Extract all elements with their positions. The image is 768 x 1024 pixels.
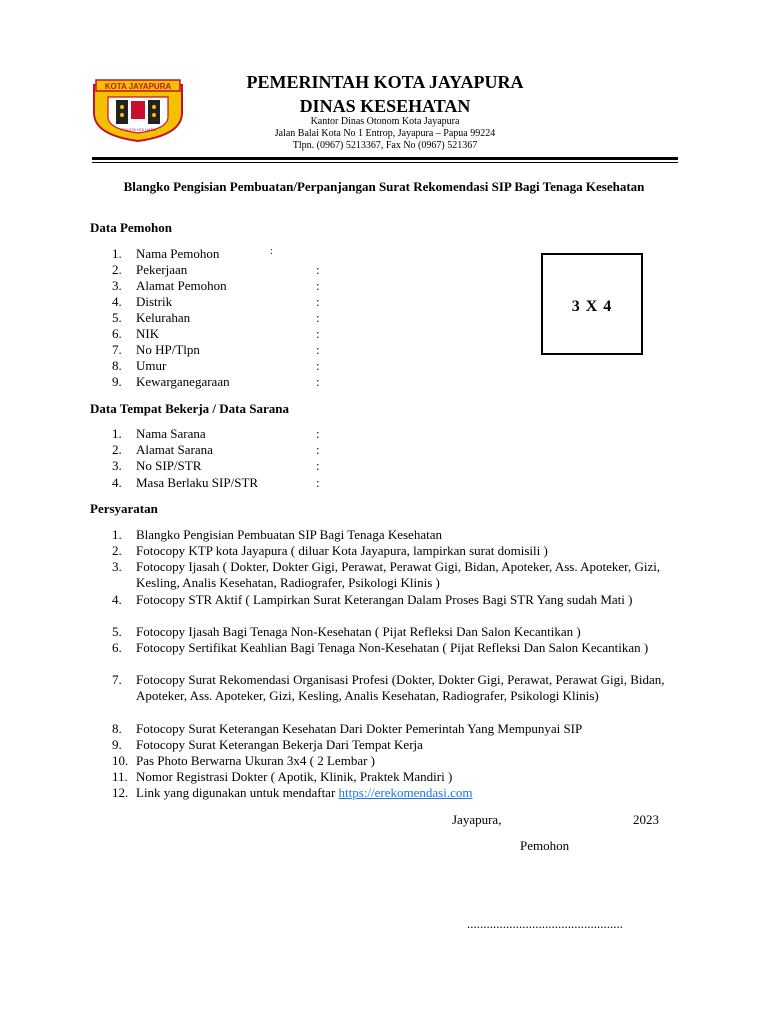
item-number: 10. (112, 753, 129, 768)
pemohon-row (112, 326, 159, 342)
sarana-row (112, 442, 213, 458)
row-colon: : (316, 475, 320, 490)
item-number: 2. (112, 543, 122, 558)
row-number: 4. (112, 475, 122, 490)
item-text: Fotocopy Surat Keterangan Kesehatan Dari Dokter Pemerintah Yang Mempunyai SIP (136, 721, 583, 736)
requirement-item (112, 640, 682, 656)
row-label: No HP/Tlpn (136, 342, 200, 357)
header-rule-thin (92, 162, 678, 163)
row-colon: : (316, 262, 320, 277)
row-label: Masa Berlaku SIP/STR (136, 475, 259, 490)
row-colon: : (316, 342, 320, 357)
pemohon-row (112, 374, 230, 390)
pemohon-row (112, 278, 227, 294)
logo-motto: PRAJITA HOI HARA (119, 127, 157, 132)
city-logo (90, 77, 186, 143)
item-text: Link yang digunakan untuk mendaftar (136, 785, 336, 800)
row-label: Kewarganegaraan (136, 374, 230, 389)
row-number: 9. (112, 374, 122, 389)
item-number: 9. (112, 737, 122, 752)
requirement-item (112, 592, 682, 608)
row-colon: : (316, 294, 320, 309)
item-number: 5. (112, 624, 122, 639)
row-number: 2. (112, 442, 122, 457)
section-data-sarana: Data Tempat Bekerja / Data Sarana (90, 401, 289, 416)
signature-place: Jayapura, (452, 812, 502, 827)
row-label: Pekerjaan (136, 262, 188, 277)
row-label: Distrik (136, 294, 173, 309)
item-text: Fotocopy Ijasah ( Dokter, Dokter Gigi, Perawat, Perawat Gigi, Bidan, Apoteker, Ass. Apoteker, Gizi, Kesling, Analis Kesehatan, Radiografer, Psikologi Klinis ) (136, 559, 661, 590)
sarana-row (112, 426, 206, 442)
item-text: Nomor Registrasi Dokter ( Apotik, Klinik, Praktek Mandiri ) (136, 769, 453, 784)
item-number: 11. (112, 769, 128, 784)
row-number: 6. (112, 326, 122, 341)
requirement-item (112, 543, 682, 559)
signature-line: ................................................ (467, 916, 623, 931)
row-number: 1. (112, 426, 122, 441)
item-text: Fotocopy Sertifikat Keahlian Bagi Tenaga Non-Kesehatan ( Pijat Refleksi Dan Salon Kecantikan ) (136, 640, 649, 655)
item-number: 6. (112, 640, 122, 655)
row-colon: : (316, 374, 320, 389)
row-colon: : (316, 326, 320, 341)
header-line5: Tlpn. (0967) 5213367, Fax No (0967) 521367 (292, 140, 478, 151)
requirement-item (112, 721, 682, 737)
item-text: Fotocopy STR Aktif ( Lampirkan Surat Keterangan Dalam Proses Bagi STR Yang sudah Mati ) (136, 592, 633, 607)
header-line3: Kantor Dinas Otonom Kota Jayapura (310, 116, 460, 127)
row-number: 7. (112, 342, 122, 357)
row-colon: : (316, 458, 320, 473)
item-text: Fotocopy Ijasah Bagi Tenaga Non-Kesehatan ( Pijat Refleksi Dan Salon Kecantikan ) (136, 624, 581, 639)
row-colon: : (316, 278, 320, 293)
row-colon: : (316, 358, 320, 373)
requirement-item (112, 559, 682, 591)
row-number: 5. (112, 310, 122, 325)
sarana-row (112, 458, 201, 474)
requirement-item (112, 672, 682, 704)
pemohon-row (112, 342, 200, 358)
document-title: Blangko Pengisian Pembuatan/Perpanjangan Surat Rekomendasi SIP Bagi Tenaga Kesehatan (123, 179, 645, 194)
pemohon-row (112, 246, 219, 262)
row-colon: : (316, 442, 320, 457)
row-label: Kelurahan (136, 310, 191, 325)
item-number: 3. (112, 559, 122, 574)
requirement-item (112, 527, 682, 543)
row-number: 3. (112, 458, 122, 473)
pemohon-row (112, 294, 172, 310)
requirement-item (112, 737, 682, 753)
logo-text: KOTA JAYAPURA (104, 82, 172, 91)
item-text: Fotocopy Surat Keterangan Bekerja Dari Tempat Kerja (136, 737, 423, 752)
item-number: 12. (112, 785, 129, 800)
item-text: Blangko Pengisian Pembuatan SIP Bagi Tenaga Kesehatan (136, 527, 442, 542)
item-number: 8. (112, 721, 122, 736)
row-number: 8. (112, 358, 122, 373)
pemohon-row (112, 262, 187, 278)
signature-role: Pemohon (520, 838, 570, 853)
item-text: Pas Photo Berwarna Ukuran 3x4 ( 2 Lembar ) (136, 753, 375, 768)
header-line2: DINAS KESEHATAN (299, 96, 471, 116)
pemohon-row (112, 358, 166, 374)
item-number: 4. (112, 592, 122, 607)
row-colon: : (270, 246, 273, 257)
requirement-item (112, 624, 682, 640)
item-number: 7. (112, 672, 122, 687)
item-number: 1. (112, 527, 122, 542)
row-number: 3. (112, 278, 122, 293)
row-label: NIK (136, 326, 160, 341)
row-number: 4. (112, 294, 122, 309)
item-text: Fotocopy KTP kota Jayapura ( diluar Kota Jayapura, lampirkan surat domisili ) (136, 543, 548, 558)
sarana-row (112, 475, 258, 491)
requirement-item (112, 769, 682, 785)
row-label: Nama Pemohon (136, 246, 220, 261)
header-line1: PEMERINTAH KOTA JAYAPURA (246, 72, 524, 92)
row-label: Alamat Sarana (136, 442, 213, 457)
item-text: Fotocopy Surat Rekomendasi Organisasi Profesi (Dokter, Dokter Gigi, Perawat, Perawat Gigi, Bidan, Apoteker, Ass. Apoteker, Gizi, Kesling, Analis Kesehatan, Radiografer, Psikologi Klinis) (136, 672, 665, 703)
registration-link[interactable]: https://erekomendasi.com (338, 785, 473, 800)
row-label: Alamat Pemohon (136, 278, 227, 293)
signature-year: 2023 (633, 812, 659, 827)
row-colon: : (316, 426, 320, 441)
header-line4: Jalan Balai Kota No 1 Entrop, Jayapura – Papua 99224 (274, 128, 496, 139)
pemohon-row (112, 310, 190, 326)
row-number: 2. (112, 262, 122, 277)
row-label: Umur (136, 358, 167, 373)
photo-box (541, 253, 643, 355)
requirement-item (112, 785, 682, 801)
section-data-pemohon: Data Pemohon (90, 220, 172, 235)
row-label: Nama Sarana (136, 426, 206, 441)
requirement-item (112, 753, 682, 769)
row-number: 1. (112, 246, 122, 261)
photo-box-label: 3 X 4 (571, 298, 613, 315)
header-rule-thick (92, 157, 678, 160)
row-colon: : (316, 310, 320, 325)
section-persyaratan: Persyaratan (90, 501, 158, 516)
row-label: No SIP/STR (136, 458, 202, 473)
